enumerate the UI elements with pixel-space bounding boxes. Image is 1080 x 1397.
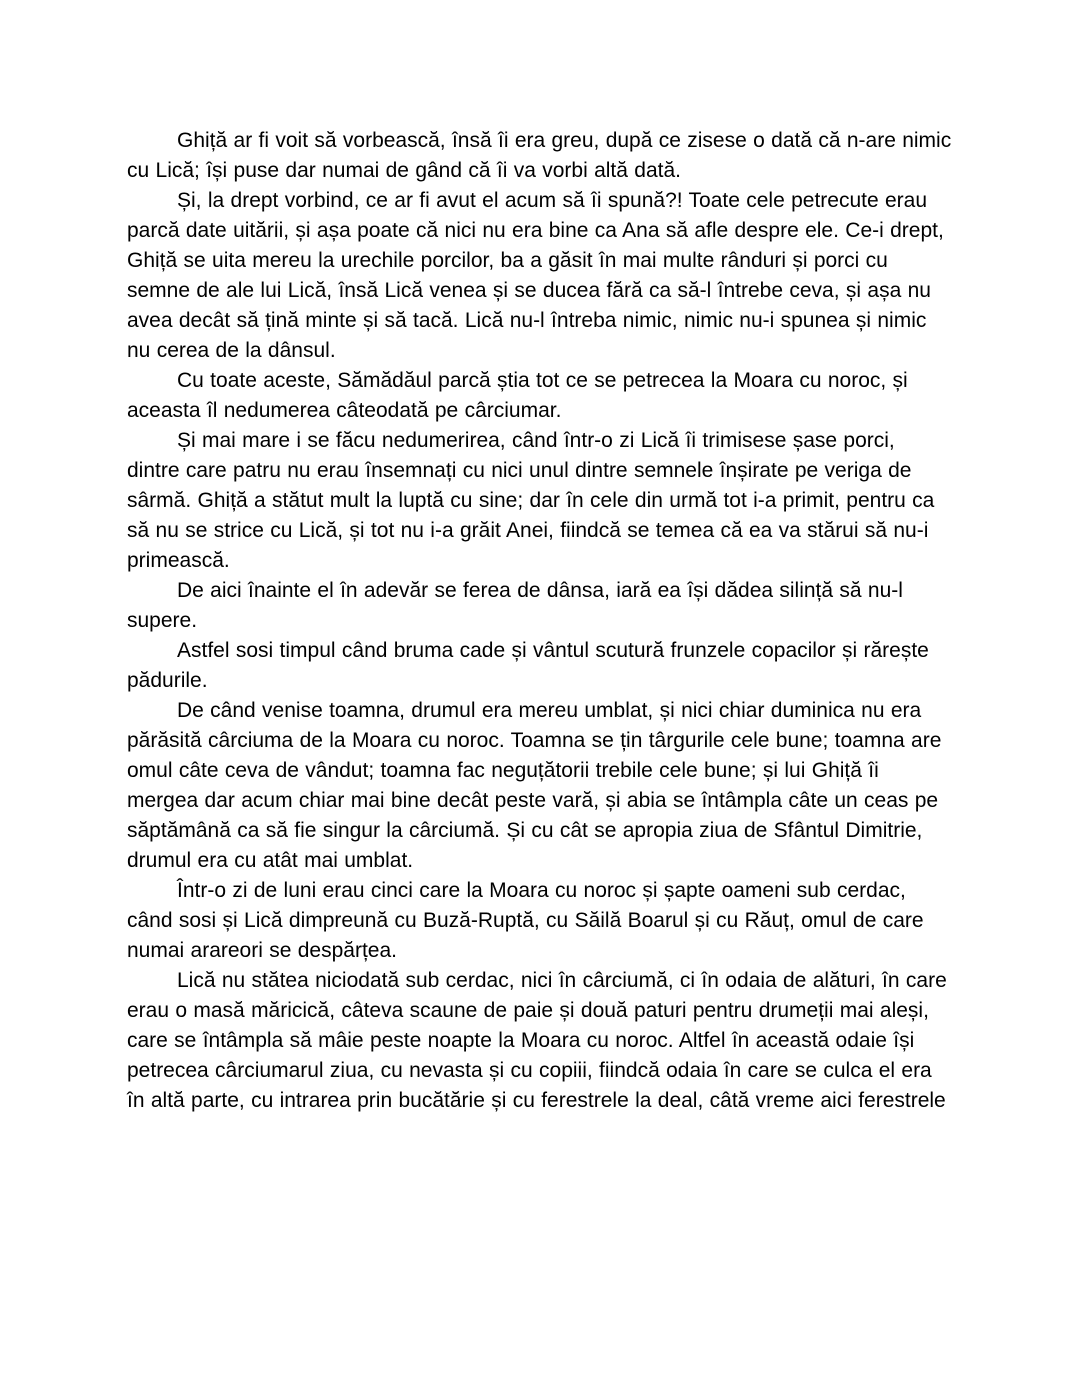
text-block: [127, 126, 953, 1116]
paragraph-7: De când venise toamna, drumul era mereu umblat, și nici chiar duminica nu era părăsită cârciuma de la Moara cu noroc. Toamna se țin târgurile cele bune; toamna are omul câte ceva de vândut; toamna fac neguțătorii trebile cele bune; și lui Ghiță îi mergea dar acum chiar mai bine decât peste vară, și abia se întâmpla câte un ceas pe săptămână ca să fie singur la cârciumă. Și cu cât se apropia ziua de Sfântul Dimitrie, drumul era cu atât mai umblat.: [127, 699, 942, 872]
paragraph-2: Și, la drept vorbind, ce ar fi avut el acum să îi spună?! Toate cele petrecute erau parcă date uitării, și așa poate că nici nu era bine ca Ana să afle despre ele. Ce-i drept, Ghiță se uita mereu la urechile porcilor, ba a găsit în mai multe rânduri și porci cu semne de ale lui Lică, însă Lică venea și se ducea fără ca să-l întrebe ceva, și așa nu avea decât să țină minte și să tacă. Lică nu-l întreba nimic, nimic nu-i spunea și nimic nu cerea de la dânsul.: [127, 189, 944, 362]
paragraph-9: Lică nu stătea niciodată sub cerdac, nici în cârciumă, ci în odaia de alături, în care erau o masă măricică, câteva scaune de paie și două paturi pentru drumeții mai aleși, care se întâmpla să mâie peste noapte la Moara cu noroc. Altfel în această odaie își petrecea cârciumarul ziua, cu nevasta și cu copiii, fiindcă odaia în care se culca el era în altă parte, cu intrarea prin bucătărie și cu ferestrele la deal, câtă vreme aici ferestrele: [127, 969, 947, 1112]
paragraph-3: Cu toate aceste, Sămădăul parcă știa tot ce se petrecea la Moara cu noroc, și aceasta îl nedumerea câteodată pe cârciumar.: [127, 369, 908, 422]
paragraph-8: Într-o zi de luni erau cinci care la Moara cu noroc și șapte oameni sub cerdac, când sosi și Lică dimpreună cu Buză-Ruptă, cu Săilă Boarul și cu Răuț, omul de care numai arareori se despărțea.: [127, 879, 924, 962]
paragraph-1: Ghiță ar fi voit să vorbească, însă îi era greu, după ce zisese o dată că n-are nimic cu Lică; își puse dar numai de gând că îi va vorbi altă dată.: [127, 129, 952, 182]
paragraph-4: Și mai mare i se făcu nedumerirea, când într-o zi Lică îi trimisese șase porci, dintre care patru nu erau însemnați cu nici unul dintre semnele înșirate pe veriga de sârmă. Ghiță a stătut mult la luptă cu sine; dar în cele din urmă tot i-a primit, pentru ca să nu se strice cu Lică, și tot nu i-a grăit Anei, fiindcă se temea că ea va stărui să nu-i primească.: [127, 429, 935, 572]
paragraph-6: Astfel sosi timpul când bruma cade și vântul scutură frunzele copacilor și rărește pădurile.: [127, 639, 929, 692]
paragraph-5: De aici înainte el în adevăr se ferea de dânsa, iară ea își dădea silință să nu-l supere.: [127, 579, 903, 632]
